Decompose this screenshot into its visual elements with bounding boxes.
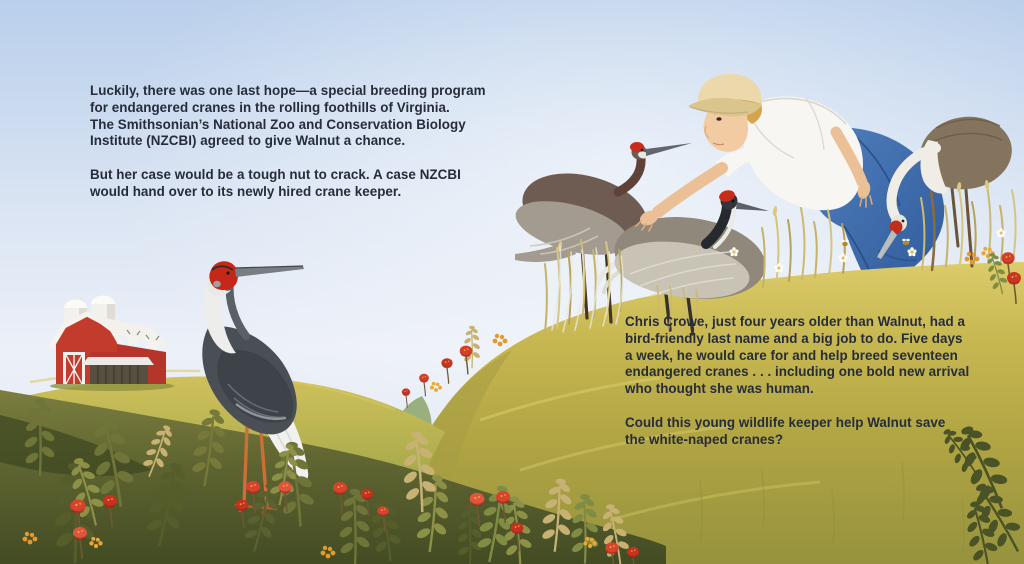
story-line: would hand over to its newly hired crane keeper. — [90, 183, 402, 199]
story-line: Chris Crowe, just four years older than Walnut, had a — [625, 314, 965, 329]
story-line: endangered cranes . . . including one bold new arrival — [625, 364, 970, 380]
story-line: Could this young wildlife keeper help Walnut save — [625, 414, 946, 430]
story-line: a week, he would care for and help breed seventeen — [625, 347, 958, 363]
story-text-left — [90, 83, 486, 201]
story-line: Institute (NZCBI) agreed to give Walnut a chance. — [90, 133, 406, 149]
barn-door — [63, 352, 85, 384]
paragraph — [625, 415, 969, 449]
paragraph — [90, 167, 486, 201]
story-text-right — [625, 314, 969, 448]
story-line: But her case would be a tough nut to crack. A case NZCBI — [90, 166, 461, 182]
story-line: Luckily, there was one last hope—a special breeding program — [90, 83, 486, 98]
paragraph — [625, 314, 969, 398]
paragraph — [90, 83, 486, 150]
story-line: The Smithsonian’s National Zoo and Conservation Biology — [90, 116, 466, 132]
story-line: the white-naped cranes? — [625, 431, 784, 447]
story-line: bird-friendly last name and a big job to do. Five days — [625, 330, 963, 346]
story-line: for endangered cranes in the rolling foothills of Virginia. — [90, 99, 450, 115]
story-line: who thought she was human. — [625, 381, 814, 397]
barn-shed — [82, 352, 154, 384]
